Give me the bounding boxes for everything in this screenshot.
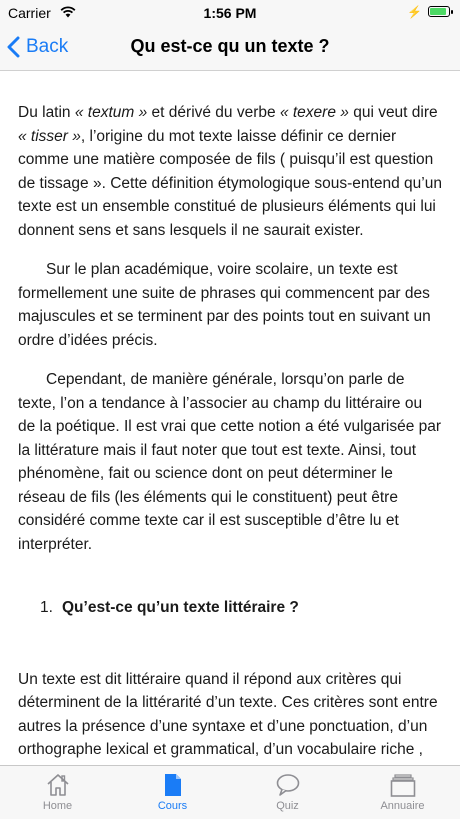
paragraph-etymology	[18, 101, 442, 242]
text-run: qui veut dire	[348, 104, 438, 121]
navigation-bar	[0, 24, 460, 71]
chat-bubble-icon	[275, 772, 301, 798]
text-run: et dérivé du verbe	[147, 104, 280, 121]
section-number: 1.	[40, 599, 53, 616]
tab-label: Cours	[157, 800, 188, 812]
term-textum: « textum »	[74, 104, 148, 121]
paragraph-literary: Un texte est dit littéraire quand il répond aux critères qui déterminent de la littérarité d’un texte. Ces critères sont entre autres la présence d’une syntaxe et d’une ponctuation, d’un orthographe lexical et grammatical, d’un vocabulaire riche ,	[18, 670, 438, 758]
paragraph-general: Cependant, de manière générale, lorsqu’on parle de texte, l’on a tendance à l’associer au champ du littéraire ou de la poétique. Il est vrai que cette notion a été vulgarisée par la littérature mais il faut noter que tout est texte. Ainsi, tout phénomène, fait ou science dont on peut déterminer le réseau de fils (les éléments qui le constituent) peut être considéré comme texte car il est susceptible d’être lu et interpréter.	[18, 371, 442, 553]
tab-cours[interactable]	[115, 766, 230, 819]
paragraph-academic: Sur le plan académique, voire scolaire, un texte est formellement une suite de phrases qui commencent par des majuscules et se terminent par des points tout en suivant un ordre d’idées précis.	[18, 261, 431, 349]
status-time: 1:56 PM	[203, 5, 257, 21]
text-run: , l’origine du mot texte laisse définir ce dernier comme une matière composée de fils ( puisqu’il est question de tissage ». Cette définition étymologique sous-entend qu’un texte est un ensemble constitué de plusieurs éléments qui lui donnent sens et sans lesquels il ne saurait exister.	[18, 127, 442, 239]
battery-icon	[428, 6, 450, 17]
page-title: Qu est-ce qu un texte ?	[130, 36, 330, 56]
article-content[interactable]	[0, 71, 460, 765]
term-texere: « texere »	[279, 104, 349, 121]
section-title: Qu’est-ce qu’un texte littéraire ?	[62, 599, 299, 616]
charging-icon: ⚡	[407, 5, 422, 19]
section-heading	[40, 596, 442, 620]
tab-label: Annuaire	[380, 800, 425, 812]
text-run: Du latin	[18, 104, 75, 121]
status-bar	[0, 0, 460, 24]
tab-label: Quiz	[276, 800, 299, 812]
back-label: Back	[26, 36, 69, 57]
tab-annuaire[interactable]	[345, 766, 460, 819]
term-tisser: « tisser »	[18, 127, 81, 145]
tab-home[interactable]	[0, 766, 115, 819]
home-icon	[45, 772, 71, 798]
document-icon	[160, 772, 186, 798]
tab-label: Home	[42, 800, 73, 812]
tab-quiz[interactable]	[230, 766, 345, 819]
carrier-label: Carrier	[8, 5, 51, 21]
stack-icon	[390, 772, 416, 798]
tab-bar	[0, 765, 460, 819]
